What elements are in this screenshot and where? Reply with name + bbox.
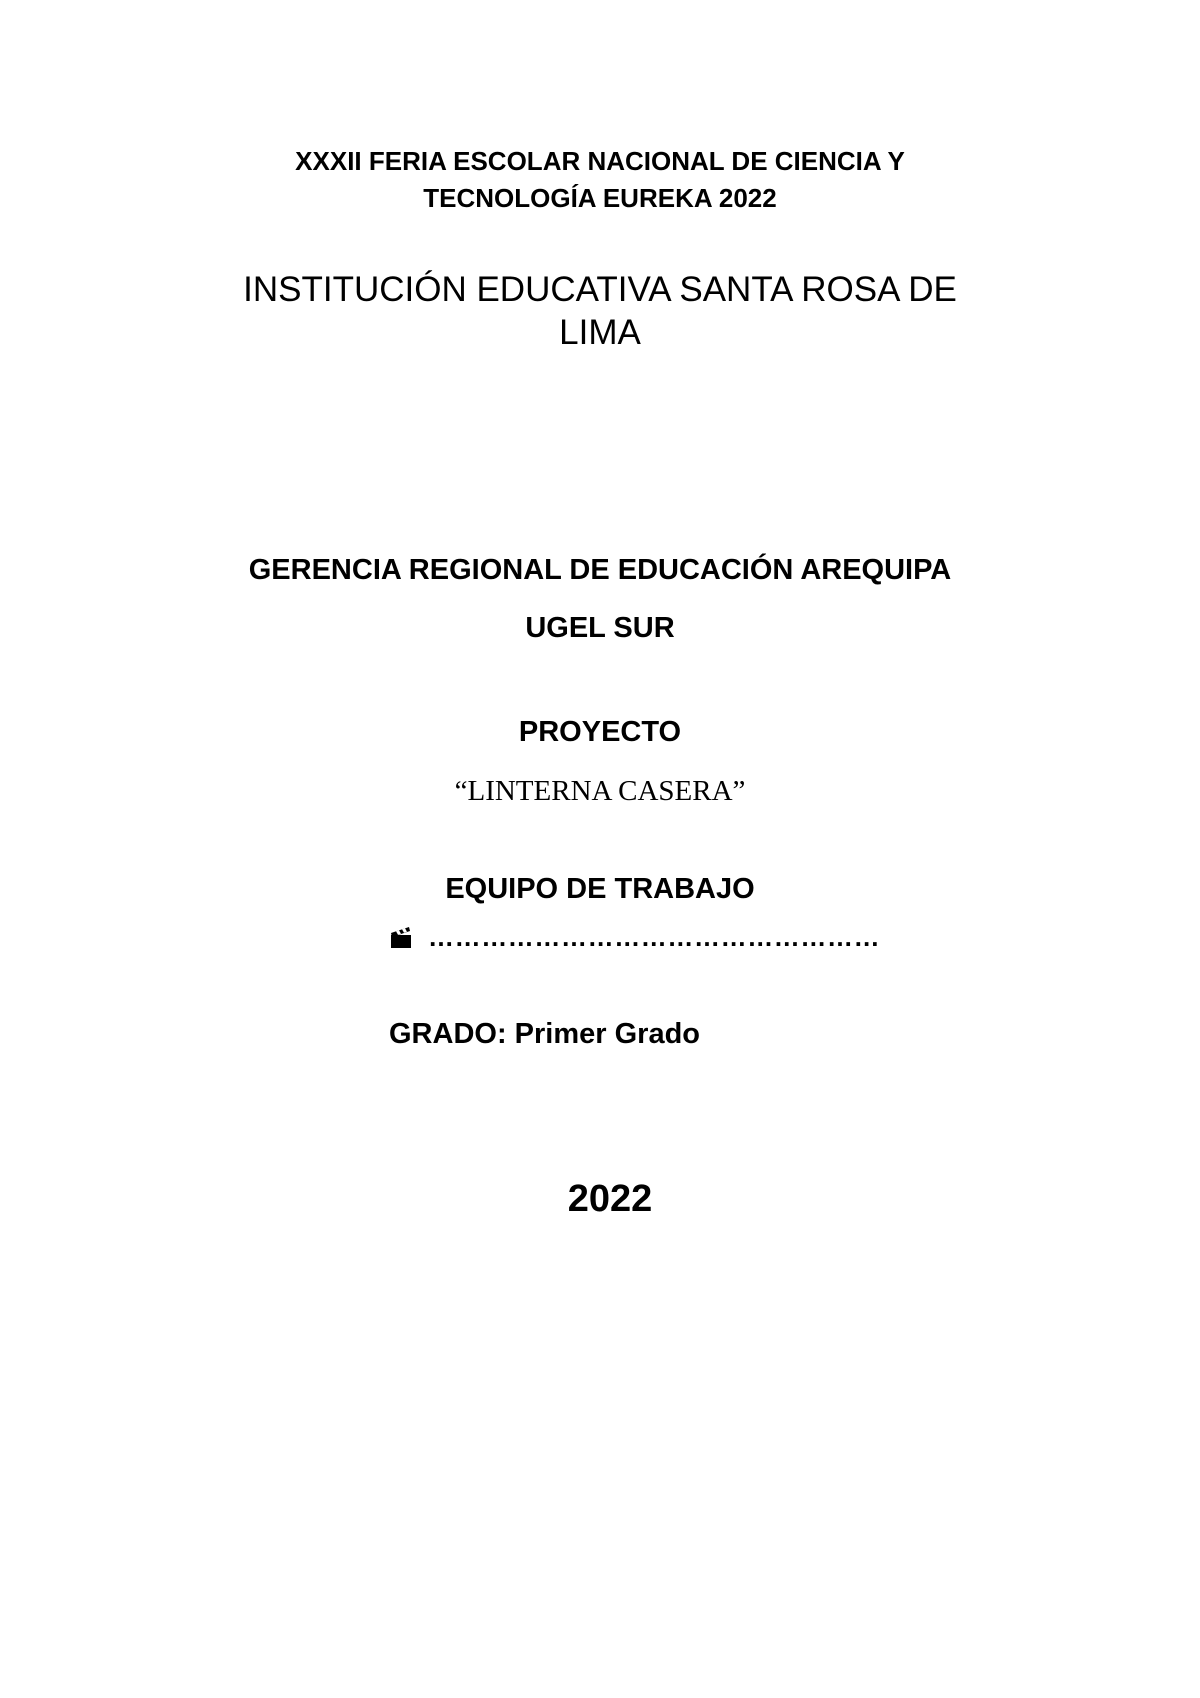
ugel-name: UGEL SUR — [525, 612, 675, 644]
regional-office: GERENCIA REGIONAL DE EDUCACIÓN AREQUIPA — [248, 554, 952, 586]
fair-title-line-2: TECNOLOGÍA EUREKA 2022 — [423, 183, 777, 213]
grade-label: GRADO: — [389, 1018, 507, 1050]
grade-value: Primer Grado — [514, 1018, 701, 1050]
institution-name-line-1: INSTITUCIÓN EDUCATIVA SANTA ROSA DE — [243, 270, 957, 309]
project-title: “LINTERNA CASERA” — [454, 775, 746, 807]
institution-name-line-2: LIMA — [559, 313, 641, 352]
project-label: PROYECTO — [518, 716, 682, 748]
team-member-item — [388, 920, 880, 954]
team-member-placeholder: …………………………………………… — [428, 922, 881, 952]
grade-line — [389, 1017, 700, 1051]
fair-title-line-1: XXXII FERIA ESCOLAR NACIONAL DE CIENCIA Y — [295, 146, 905, 176]
document-year: 2022 — [567, 1178, 653, 1220]
team-label: EQUIPO DE TRABAJO — [445, 873, 755, 905]
clapperboard-icon — [388, 924, 414, 950]
